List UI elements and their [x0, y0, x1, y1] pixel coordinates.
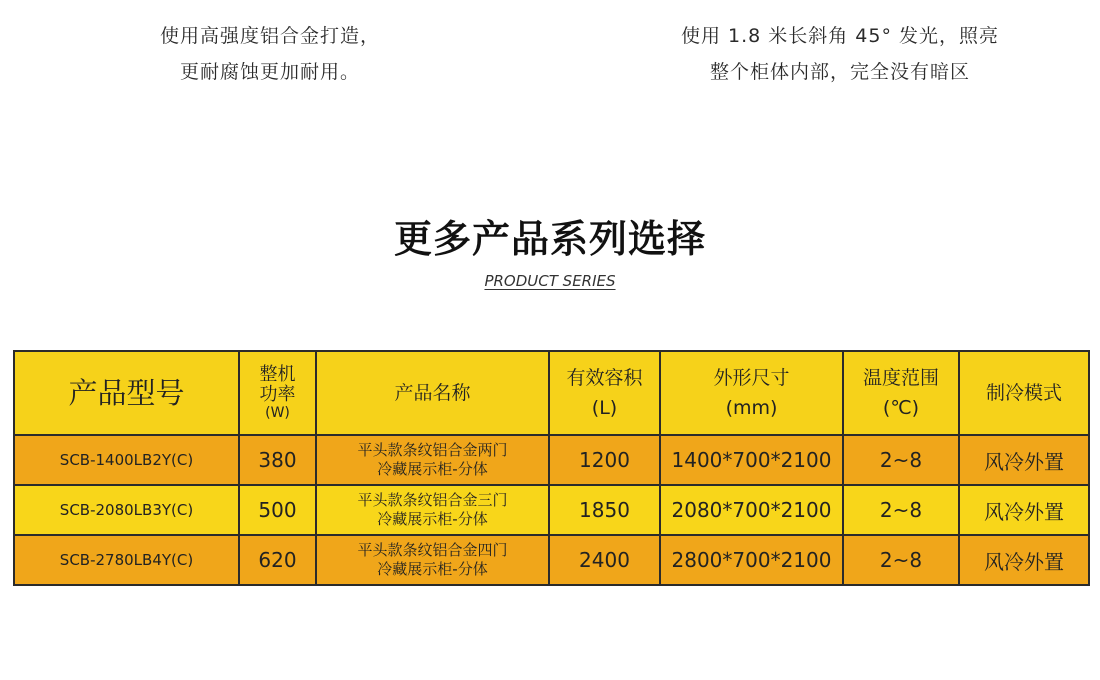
cell-temp: 2~8 [843, 535, 959, 585]
cell-power: 620 [239, 535, 316, 585]
cell-power: 380 [239, 435, 316, 485]
header-volume [549, 351, 660, 435]
cell-volume: 2400 [549, 535, 660, 585]
cell-size: 2080*700*2100 [660, 485, 843, 535]
header-volume-label: 有效容积 [566, 367, 643, 389]
feature-right-line-1: 使用 1.8 米长斜角 45° 发光，照亮 [680, 25, 1000, 47]
cell-mode: 风冷外置 [959, 535, 1089, 585]
table-header-row [14, 351, 1089, 435]
header-size-unit: (mm) [725, 397, 778, 419]
cell-power: 500 [239, 485, 316, 535]
cell-product-name [316, 485, 549, 535]
cell-size: 1400*700*2100 [660, 435, 843, 485]
cell-model: SCB-2780LB4Y(C) [14, 535, 239, 585]
cell-product-name-line2: 冷藏展示柜-分体 [377, 460, 488, 478]
header-power-unit: (W) [265, 405, 290, 421]
cell-temp: 2~8 [843, 485, 959, 535]
header-volume-unit: (L) [591, 397, 618, 419]
cell-volume: 1200 [549, 435, 660, 485]
cell-mode: 风冷外置 [959, 485, 1089, 535]
table-row [14, 535, 1089, 585]
header-mode: 制冷模式 [959, 351, 1089, 435]
header-size-label: 外形尺寸 [713, 367, 790, 389]
cell-product-name-line1: 平头款条纹铝合金两门 [357, 441, 508, 459]
cell-product-name-line2: 冷藏展示柜-分体 [377, 510, 488, 528]
header-power-line1: 整机 [259, 364, 296, 385]
cell-mode: 风冷外置 [959, 435, 1089, 485]
header-power-line2: 功率 [259, 384, 296, 405]
feature-text-left [80, 18, 460, 90]
cell-model: SCB-2080LB3Y(C) [14, 485, 239, 535]
cell-model: SCB-1400LB2Y(C) [14, 435, 239, 485]
cell-product-name-line1: 平头款条纹铝合金四门 [357, 541, 508, 559]
feature-left-line-1: 使用高强度铝合金打造， [159, 25, 380, 47]
feature-left-line-2: 更耐腐蚀更加耐用。 [179, 61, 360, 83]
product-spec-table [13, 350, 1090, 586]
cell-temp: 2~8 [843, 435, 959, 485]
header-name: 产品名称 [316, 351, 549, 435]
header-temp-unit: (℃) [882, 397, 920, 419]
section-subtitle [0, 272, 1100, 290]
table-row [14, 485, 1089, 535]
cell-size: 2800*700*2100 [660, 535, 843, 585]
section-subtitle-text: PRODUCT SERIES [484, 272, 616, 290]
section-title: 更多产品系列选择 [393, 217, 706, 261]
cell-product-name-line1: 平头款条纹铝合金三门 [357, 491, 508, 509]
cell-volume: 1850 [549, 485, 660, 535]
header-size [660, 351, 843, 435]
header-temp [843, 351, 959, 435]
cell-product-name [316, 535, 549, 585]
feature-text-right [630, 18, 1050, 90]
table-row [14, 435, 1089, 485]
header-temp-label: 温度范围 [862, 367, 939, 389]
feature-right-line-2: 整个柜体内部，完全没有暗区 [709, 61, 970, 83]
cell-product-name-line2: 冷藏展示柜-分体 [377, 560, 488, 578]
header-power [239, 351, 316, 435]
cell-product-name [316, 435, 549, 485]
header-model: 产品型号 [14, 351, 239, 435]
